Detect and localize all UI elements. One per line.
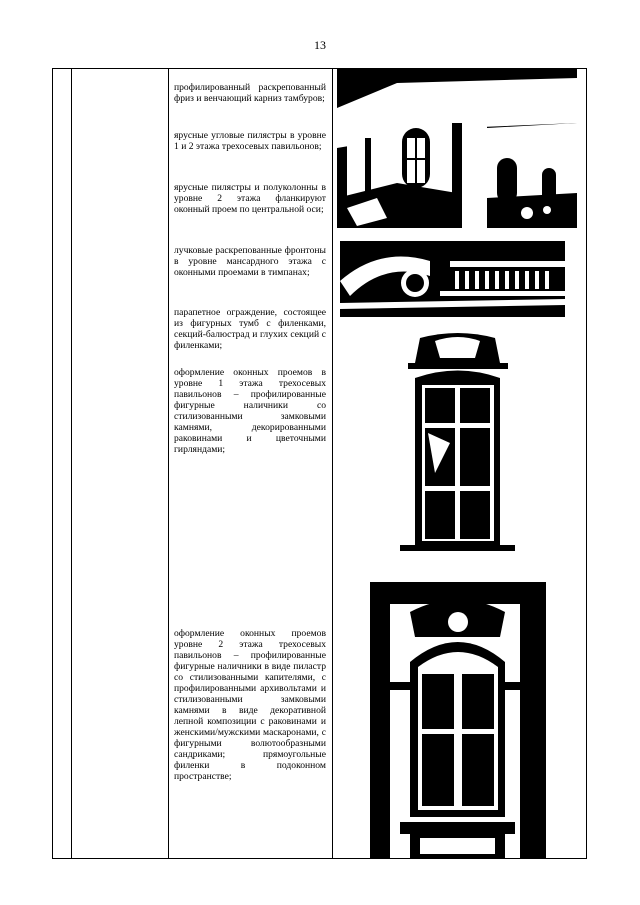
feature-second-floor-windows: оформление оконных проемов уровне 2 этажа трехосевых павильонов – профилированные фигурные наличники в виде пиластр со стилизованными капителями, с профилированными архивольтами и стилизованными замковыми камнями в виде декоративной лепной композиции с раковинами и женскими/мужскими маскаронами, с фигурными волютообразными сандриками; прямоугольные филенки в подоконном пространстве; [174,628,326,782]
column-divider-1 [71,69,72,858]
feature-corner-pilasters: ярусные угловые пилястры в уровне 1 и 2 этажа трехосевых павильонов; [174,130,326,152]
page-number: 13 [314,38,326,52]
feature-pilasters-semicolumns: ярусные пилястры и полуколонны в уровне 2 этажа фланкируют оконный проем по центральной оси; [174,182,326,215]
column-divider-3 [332,69,333,858]
column-divider-2 [168,69,169,858]
facade-corner-pilasters-photo [337,68,577,228]
feature-first-floor-windows: оформление оконных проемов в уровне 1 этажа трехосевых павильонов – профилированные фигурные наличники со стилизованными замковыми камнями, декорированными раковинами и цветочными гирляндами; [174,367,326,455]
feature-segmental-pediments: лучковые раскрепованные фронтоны в уровне мансардного этажа с оконными проемами в тимпанах; [174,245,326,278]
segmental-pediment-photo [340,241,565,317]
first-floor-window-photo [380,333,535,555]
feature-parapet: парапетное ограждение, состоящее из фигурных тумб с филенками, секций-балюстрад и глухих секций с филенками; [174,307,326,351]
second-floor-window-photo [370,582,546,858]
feature-frieze: профилированный раскрепованный фриз и венчающий карниз тамбуров; [174,82,326,104]
